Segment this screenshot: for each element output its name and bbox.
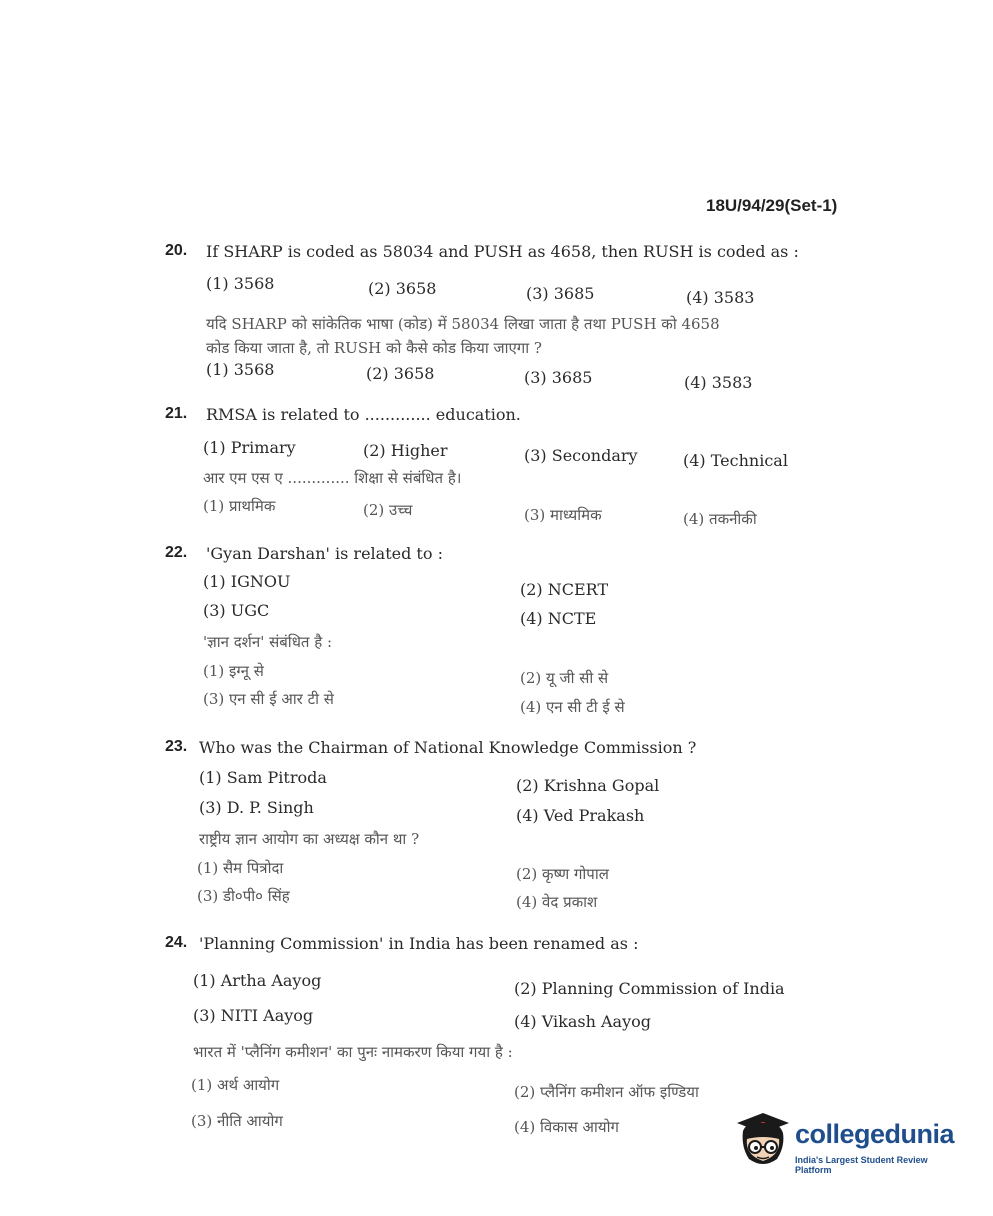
hindi-option-4: (4) विकास आयोग	[514, 1118, 619, 1136]
hindi-option-1: (1) इग्नू से	[203, 662, 264, 680]
option-4: (4) NCTE	[520, 609, 597, 628]
hindi-option-3: (3) नीति आयोग	[191, 1112, 283, 1130]
option-1: (1) Primary	[203, 438, 296, 457]
option-1: (1) 3568	[206, 274, 275, 293]
hindi-option-2: (2) 3658	[366, 364, 435, 383]
hindi-option-4: (4) वेद प्रकाश	[516, 893, 598, 911]
option-4: (4) Vikash Aayog	[514, 1012, 651, 1031]
hindi-option-4: (4) एन सी टी ई से	[520, 698, 625, 716]
option-2: (2) NCERT	[520, 580, 609, 599]
option-1: (1) Sam Pitroda	[199, 768, 327, 787]
question-number: 23.	[165, 738, 188, 755]
question-number: 21.	[165, 405, 188, 422]
hindi-option-3: (3) माध्यमिक	[524, 506, 602, 524]
question-text: If SHARP is coded as 58034 and PUSH as 4658, then RUSH is coded as :	[206, 242, 799, 261]
collegedunia-watermark	[733, 1105, 963, 1180]
hindi-question-line-1: यदि SHARP को सांकेतिक भाषा (कोड) में 58034 लिखा जाता है तथा PUSH को 4658	[206, 315, 720, 333]
hindi-option-1: (1) अर्थ आयोग	[191, 1076, 280, 1094]
brand-name: collegedunia	[795, 1119, 955, 1149]
hindi-option-3: (3) 3685	[524, 368, 593, 387]
option-3: (3) 3685	[526, 284, 595, 303]
brand-tagline: India's Largest Student Review Platform	[795, 1155, 928, 1175]
question-text: 'Planning Commission' in India has been renamed as :	[199, 934, 639, 953]
option-4: (4) Ved Prakash	[516, 806, 645, 825]
option-2: (2) Higher	[363, 441, 448, 460]
hindi-option-1: (1) प्राथमिक	[203, 497, 276, 515]
option-3: (3) D. P. Singh	[199, 798, 314, 817]
option-4: (4) Technical	[683, 451, 788, 470]
option-2: (2) Planning Commission of India	[514, 979, 785, 998]
hindi-option-2: (2) यू जी सी से	[520, 669, 609, 687]
question-text: 'Gyan Darshan' is related to :	[206, 544, 443, 563]
option-3: (3) UGC	[203, 601, 270, 620]
hindi-question-line-2: कोड किया जाता है, तो RUSH को कैसे कोड किया जाएगा ?	[206, 339, 542, 357]
question-text: RMSA is related to ............. education.	[206, 405, 521, 424]
option-3: (3) NITI Aayog	[193, 1006, 314, 1025]
option-2: (2) Krishna Gopal	[516, 776, 660, 795]
hindi-question-line: आर एम एस ए ............. शिक्षा से संबंधित है।	[203, 469, 462, 487]
option-1: (1) Artha Aayog	[193, 971, 322, 990]
option-1: (1) IGNOU	[203, 572, 291, 591]
hindi-option-4: (4) 3583	[684, 373, 753, 392]
hindi-option-2: (2) प्लैनिंग कमीशन ऑफ इण्डिया	[514, 1083, 699, 1101]
question-number: 20.	[165, 242, 188, 259]
hindi-question-line: 'ज्ञान दर्शन' संबंधित है :	[203, 633, 333, 651]
hindi-option-3: (3) एन सी ई आर टी से	[203, 690, 334, 708]
question-number: 24.	[165, 934, 188, 951]
option-4: (4) 3583	[686, 288, 755, 307]
hindi-option-2: (2) उच्च	[363, 501, 413, 519]
option-2: (2) 3658	[368, 279, 437, 298]
hindi-question-line: राष्ट्रीय ज्ञान आयोग का अध्यक्ष कौन था ?	[199, 830, 420, 848]
hindi-option-4: (4) तकनीकी	[683, 510, 757, 528]
hindi-question-line: भारत में 'प्लैनिंग कमीशन' का पुनः नामकरण किया गया है :	[193, 1043, 513, 1061]
question-text: Who was the Chairman of National Knowledge Commission ?	[199, 738, 697, 757]
mascot-icon	[733, 1105, 793, 1180]
hindi-option-2: (2) कृष्ण गोपाल	[516, 865, 609, 883]
hindi-option-1: (1) सैम पित्रोदा	[197, 859, 284, 877]
question-number: 22.	[165, 544, 188, 561]
option-3: (3) Secondary	[524, 446, 638, 465]
hindi-option-3: (3) डी०पी० सिंह	[197, 887, 290, 905]
hindi-option-1: (1) 3568	[206, 360, 275, 379]
paper-code: 18U/94/29(Set-1)	[706, 196, 838, 215]
